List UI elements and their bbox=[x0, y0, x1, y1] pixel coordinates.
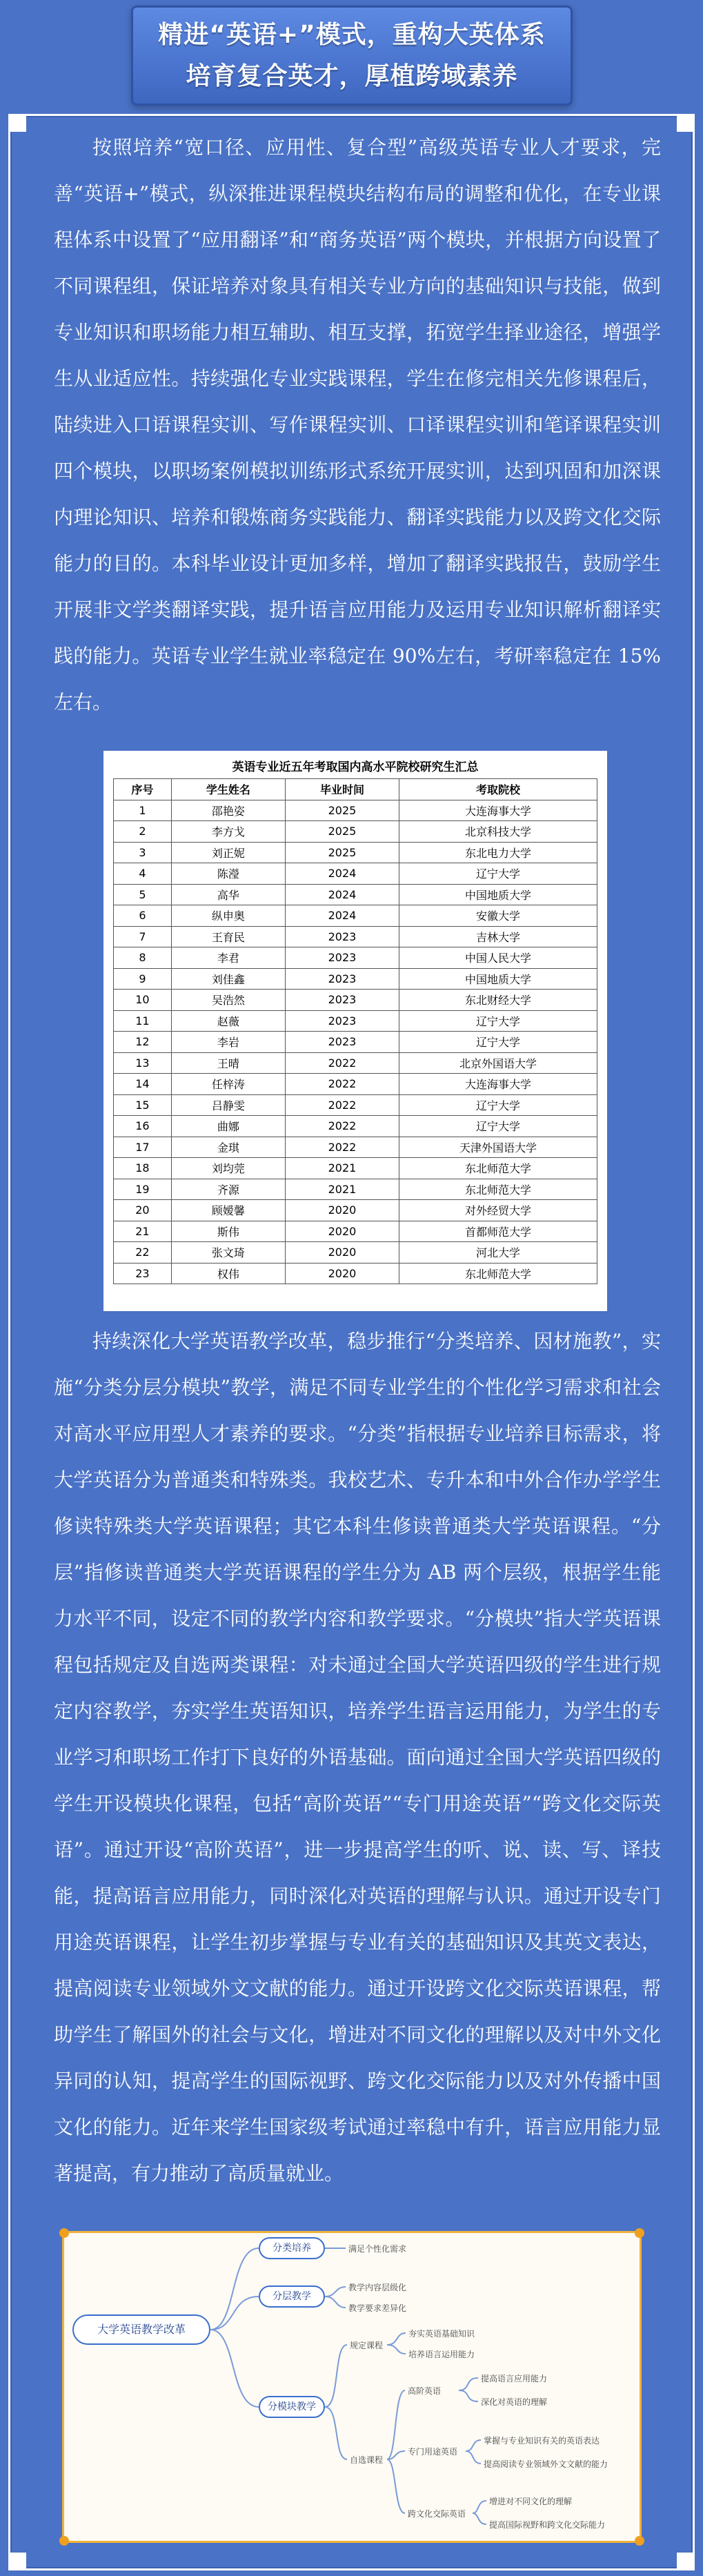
mindmap-node-advanced: 高阶英语 bbox=[408, 2386, 442, 2396]
table-row bbox=[114, 800, 597, 821]
mindmap-leaf: 提高阅读专业领域外文文献的能力 bbox=[484, 2459, 608, 2469]
table-cell: 8 bbox=[114, 947, 172, 969]
mindmap-leaf: 夯实英语基础知识 bbox=[408, 2329, 475, 2339]
connector bbox=[459, 2390, 478, 2401]
table-row bbox=[114, 947, 597, 969]
graduate-table bbox=[113, 778, 597, 1284]
table-cell: 5 bbox=[114, 884, 172, 905]
connector bbox=[466, 2440, 481, 2451]
table-cell: 2024 bbox=[285, 863, 399, 885]
table-cell: 16 bbox=[114, 1116, 172, 1137]
mindmap-node-elective: 自选课程 bbox=[350, 2455, 384, 2465]
table-cell: 北京外国语大学 bbox=[399, 1052, 597, 1074]
mindmap-node-required: 规定课程 bbox=[350, 2341, 384, 2350]
table-cell: 13 bbox=[114, 1052, 172, 1074]
table-cell: 张文琦 bbox=[171, 1242, 285, 1264]
mindmap-leaf: 满足个性化需求 bbox=[348, 2244, 407, 2254]
table-cell: 2023 bbox=[285, 990, 399, 1011]
table-row bbox=[114, 1116, 597, 1137]
table-cell: 19 bbox=[114, 1179, 172, 1200]
column-header: 考取院校 bbox=[399, 779, 597, 800]
connector bbox=[459, 2378, 478, 2390]
table-cell: 李君 bbox=[171, 947, 285, 969]
table-cell: 23 bbox=[114, 1263, 172, 1284]
table-cell: 7 bbox=[114, 926, 172, 947]
table-cell: 2023 bbox=[285, 1010, 399, 1032]
table-row bbox=[114, 1094, 597, 1116]
frame-corner-bottom-left bbox=[8, 2553, 26, 2570]
mindmap-branch-classification: 分类培养 bbox=[259, 2237, 325, 2259]
graduate-table-figure bbox=[103, 751, 607, 1311]
table-cell: 东北师范大学 bbox=[399, 1158, 597, 1179]
table-cell: 刘佳鑫 bbox=[171, 968, 285, 990]
table-cell: 2022 bbox=[285, 1137, 399, 1158]
paragraph-college-english-reform: 持续深化大学英语教学改革，稳步推行“分类培养、因材施教”，实施“分类分层分模块”教学，满足不同专业学生的个性化学习需求和社会对高水平应用型人才素养的要求。“分类”指根据专业培养目标需求，将大学英语分为普通类和特殊类。我校艺术、专升本和中外合作办学学生修读特殊类大学英语课程；其它本科生修读普通类大学英语课程。“分层”指修读普通类大学英语课程的学生分为 AB 两个层级，根据学生能力水平不同，设定不同的教学内容和教学要求。“分模块”指大学英语课程包括规定及自选两类课程：对未通过全国大学英语四级的学生进行规定内容教学，夯实学生英语知识，培养学生语言运用能力，为学生的专业学习和职场工作打下良好的外语基础。面向通过全国大学英语四级的学生开设模块化课程，包括“高阶英语”“专门用途英语”“跨文化交际英语”。通过开设“高阶英语”，进一步提高学生的听、说、读、写、译技能，提高语言应用能力，同时深化对英语的理解与认识。通过开设专门用途英语课程，让学生初步掌握与专业有关的基础知识及其英文表达，提高阅读专业领域外文文献的能力。通过开设跨文化交际英语课程，帮助学生了解国外的社会与文化，增进对不同文化的理解以及对中外文化异同的认知，提高学生的国际视野、跨文化交际能力以及对外传播中国文化的能力。近年来学生国家级考试通过率稳中有升，语言应用能力显著提高，有力推动了高质量就业。 bbox=[54, 1330, 661, 2185]
table-cell: 邵艳姿 bbox=[171, 800, 285, 821]
table-cell: 2025 bbox=[285, 842, 399, 863]
connector bbox=[387, 2459, 405, 2513]
mindmap-leaf: 增进对不同文化的理解 bbox=[489, 2497, 573, 2506]
table-row bbox=[114, 990, 597, 1011]
table-cell: 2022 bbox=[285, 1094, 399, 1116]
connector bbox=[387, 2345, 406, 2354]
table-cell: 金琪 bbox=[171, 1137, 285, 1158]
table-cell: 2022 bbox=[285, 1074, 399, 1095]
table-cell: 2020 bbox=[285, 1263, 399, 1284]
table-cell: 6 bbox=[114, 905, 172, 927]
frame-corner-top-right bbox=[677, 114, 695, 132]
table-caption: 英语专业近五年考取国内高水平院校研究生汇总 bbox=[232, 760, 479, 774]
table-cell: 北京科技大学 bbox=[399, 821, 597, 843]
connector bbox=[466, 2451, 481, 2464]
connector bbox=[325, 2407, 347, 2459]
column-header: 毕业时间 bbox=[285, 779, 399, 800]
table-row bbox=[114, 905, 597, 927]
table-cell: 大连海事大学 bbox=[399, 800, 597, 821]
table-row bbox=[114, 1200, 597, 1221]
table-cell: 齐源 bbox=[171, 1179, 285, 1200]
table-cell: 辽宁大学 bbox=[399, 863, 597, 885]
table-row bbox=[114, 1074, 597, 1095]
table-cell: 9 bbox=[114, 968, 172, 990]
table-row bbox=[114, 1137, 597, 1158]
table-cell: 吴浩然 bbox=[171, 990, 285, 1011]
table-cell: 2022 bbox=[285, 1116, 399, 1137]
connector bbox=[325, 2287, 346, 2297]
title-line-2: 培育复合英才，厚植跨域素养 bbox=[186, 61, 518, 90]
mindmap-branch-stratified: 分层教学 bbox=[259, 2285, 325, 2308]
table-cell: 王晴 bbox=[171, 1052, 285, 1074]
teaching-reform-mindmap bbox=[62, 2231, 642, 2543]
connector bbox=[387, 2390, 405, 2459]
table-row bbox=[114, 926, 597, 947]
table-cell: 刘均莞 bbox=[171, 1158, 285, 1179]
table-row bbox=[114, 1010, 597, 1032]
table-cell: 东北财经大学 bbox=[399, 990, 597, 1011]
table-cell: 权伟 bbox=[171, 1263, 285, 1284]
table-cell: 斯伟 bbox=[171, 1221, 285, 1242]
table-cell: 吉林大学 bbox=[399, 926, 597, 947]
mindmap-leaf: 掌握与专业知识有关的英语表达 bbox=[484, 2436, 600, 2446]
connector bbox=[210, 2330, 259, 2407]
mindmap-leaf: 教学要求差异化 bbox=[348, 2303, 407, 2313]
mindmap-leaf: 提高国际视野和跨文化交际能力 bbox=[489, 2520, 606, 2530]
mindmap-leaf: 深化对英语的理解 bbox=[481, 2397, 548, 2407]
table-cell: 4 bbox=[114, 863, 172, 885]
table-body bbox=[114, 800, 597, 1284]
table-cell: 2024 bbox=[285, 905, 399, 927]
table-cell: 任梓涛 bbox=[171, 1074, 285, 1095]
table-row bbox=[114, 1032, 597, 1053]
table-cell: 3 bbox=[114, 842, 172, 863]
table-row bbox=[114, 1158, 597, 1179]
paragraph-english-major: 按照培养“宽口径、应用性、复合型”高级英语专业人才要求，完善“英语+”模式，纵深推进课程模块结构布局的调整和优化，在专业课程体系中设置了“应用翻译”和“商务英语”两个模块，并根据方向设置了不同课程组，保证培养对象具有相关专业方向的基础知识与技能，做到专业知识和职场能力相互辅助、相互支撑，拓宽学生择业途径，增强学生从业适应性。持续强化专业实践课程，学生在修完相关先修课程后，陆续进入口语课程实训、写作课程实训、口译课程实训和笔译课程实训四个模块，以职场案例模拟训练形式系统开展实训，达到巩固和加深课内理论知识、培养和锻炼商务实践能力、翻译实践能力以及跨文化交际能力的目的。本科毕业设计更加多样，增加了翻译实践报告，鼓励学生开展非文学类翻译实践，提升语言应用能力及运用专业知识解析翻译实践的能力。英语专业学生就业率稳定在 90%左右，考研率稳定在 15%左右。 bbox=[54, 136, 661, 714]
table-cell: 12 bbox=[114, 1032, 172, 1053]
table-cell: 2022 bbox=[285, 1052, 399, 1074]
table-row bbox=[114, 968, 597, 990]
table-cell: 1 bbox=[114, 800, 172, 821]
table-cell: 11 bbox=[114, 1010, 172, 1032]
table-cell: 刘正妮 bbox=[171, 842, 285, 863]
table-cell: 陈瀅 bbox=[171, 863, 285, 885]
connector bbox=[325, 2297, 346, 2308]
mindmap-node-intercultural: 跨文化交际英语 bbox=[408, 2509, 466, 2519]
table-cell: 东北师范大学 bbox=[399, 1263, 597, 1284]
connector bbox=[210, 2248, 259, 2330]
table-cell: 大连海事大学 bbox=[399, 1074, 597, 1095]
table-cell: 2 bbox=[114, 821, 172, 843]
table-cell: 14 bbox=[114, 1074, 172, 1095]
table-row bbox=[114, 821, 597, 843]
table-row bbox=[114, 1179, 597, 1200]
table-cell: 22 bbox=[114, 1242, 172, 1264]
table-cell: 2020 bbox=[285, 1200, 399, 1221]
table-cell: 2020 bbox=[285, 1242, 399, 1264]
table-row bbox=[114, 1221, 597, 1242]
column-header: 学生姓名 bbox=[171, 779, 285, 800]
table-cell: 曲娜 bbox=[171, 1116, 285, 1137]
table-cell: 中国地质大学 bbox=[399, 884, 597, 905]
table-cell: 天津外国语大学 bbox=[399, 1137, 597, 1158]
frame-corner-top-left bbox=[8, 114, 26, 132]
table-cell: 2023 bbox=[285, 1032, 399, 1053]
table-cell: 顾嫒馨 bbox=[171, 1200, 285, 1221]
connector bbox=[387, 2333, 406, 2345]
table-cell: 18 bbox=[114, 1158, 172, 1179]
connector bbox=[473, 2501, 486, 2513]
table-cell: 2020 bbox=[285, 1221, 399, 1242]
table-cell: 赵薇 bbox=[171, 1010, 285, 1032]
table-cell: 2023 bbox=[285, 947, 399, 969]
table-cell: 2023 bbox=[285, 926, 399, 947]
table-cell: 2021 bbox=[285, 1158, 399, 1179]
table-cell: 2023 bbox=[285, 968, 399, 990]
table-cell: 辽宁大学 bbox=[399, 1116, 597, 1137]
table-cell: 辽宁大学 bbox=[399, 1032, 597, 1053]
table-cell: 王育民 bbox=[171, 926, 285, 947]
table-cell: 首都师范大学 bbox=[399, 1221, 597, 1242]
table-cell: 21 bbox=[114, 1221, 172, 1242]
table-cell: 李方戈 bbox=[171, 821, 285, 843]
mindmap-leaf: 教学内容层级化 bbox=[348, 2283, 407, 2292]
table-cell: 安徽大学 bbox=[399, 905, 597, 927]
table-header-row bbox=[114, 779, 597, 800]
table-cell: 2021 bbox=[285, 1179, 399, 1200]
table-cell: 辽宁大学 bbox=[399, 1094, 597, 1116]
table-cell: 20 bbox=[114, 1200, 172, 1221]
table-row bbox=[114, 1052, 597, 1074]
table-row bbox=[114, 1242, 597, 1264]
table-cell: 东北师范大学 bbox=[399, 1179, 597, 1200]
table-row bbox=[114, 1263, 597, 1284]
column-header: 序号 bbox=[114, 779, 172, 800]
title-banner bbox=[131, 6, 573, 106]
table-cell: 2025 bbox=[285, 821, 399, 843]
table-cell: 10 bbox=[114, 990, 172, 1011]
table-row bbox=[114, 863, 597, 885]
connector bbox=[210, 2297, 259, 2330]
table-cell: 17 bbox=[114, 1137, 172, 1158]
table-cell: 李岩 bbox=[171, 1032, 285, 1053]
table-cell: 2025 bbox=[285, 800, 399, 821]
table-cell: 辽宁大学 bbox=[399, 1010, 597, 1032]
mindmap-leaf: 培养语言运用能力 bbox=[408, 2350, 475, 2359]
mindmap-root: 大学英语教学改革 bbox=[72, 2314, 210, 2345]
connector bbox=[325, 2345, 347, 2407]
table-cell: 纵申奥 bbox=[171, 905, 285, 927]
connector bbox=[473, 2513, 486, 2524]
table-cell: 对外经贸大学 bbox=[399, 1200, 597, 1221]
table-cell: 东北电力大学 bbox=[399, 842, 597, 863]
table-cell: 河北大学 bbox=[399, 1242, 597, 1264]
mindmap-branch-modular: 分模块教学 bbox=[259, 2396, 325, 2418]
table-cell: 2024 bbox=[285, 884, 399, 905]
table-cell: 中国人民大学 bbox=[399, 947, 597, 969]
mindmap-leaf: 提高语言应用能力 bbox=[481, 2374, 548, 2383]
table-cell: 15 bbox=[114, 1094, 172, 1116]
table-cell: 中国地质大学 bbox=[399, 968, 597, 990]
table-row bbox=[114, 842, 597, 863]
table-row bbox=[114, 884, 597, 905]
table-cell: 吕静雯 bbox=[171, 1094, 285, 1116]
frame-corner-bottom-right bbox=[677, 2553, 695, 2570]
title-line-1: 精进“英语+”模式，重构大英体系 bbox=[158, 20, 546, 49]
table-cell: 高华 bbox=[171, 884, 285, 905]
mindmap-node-esp: 专门用途英语 bbox=[408, 2447, 458, 2457]
